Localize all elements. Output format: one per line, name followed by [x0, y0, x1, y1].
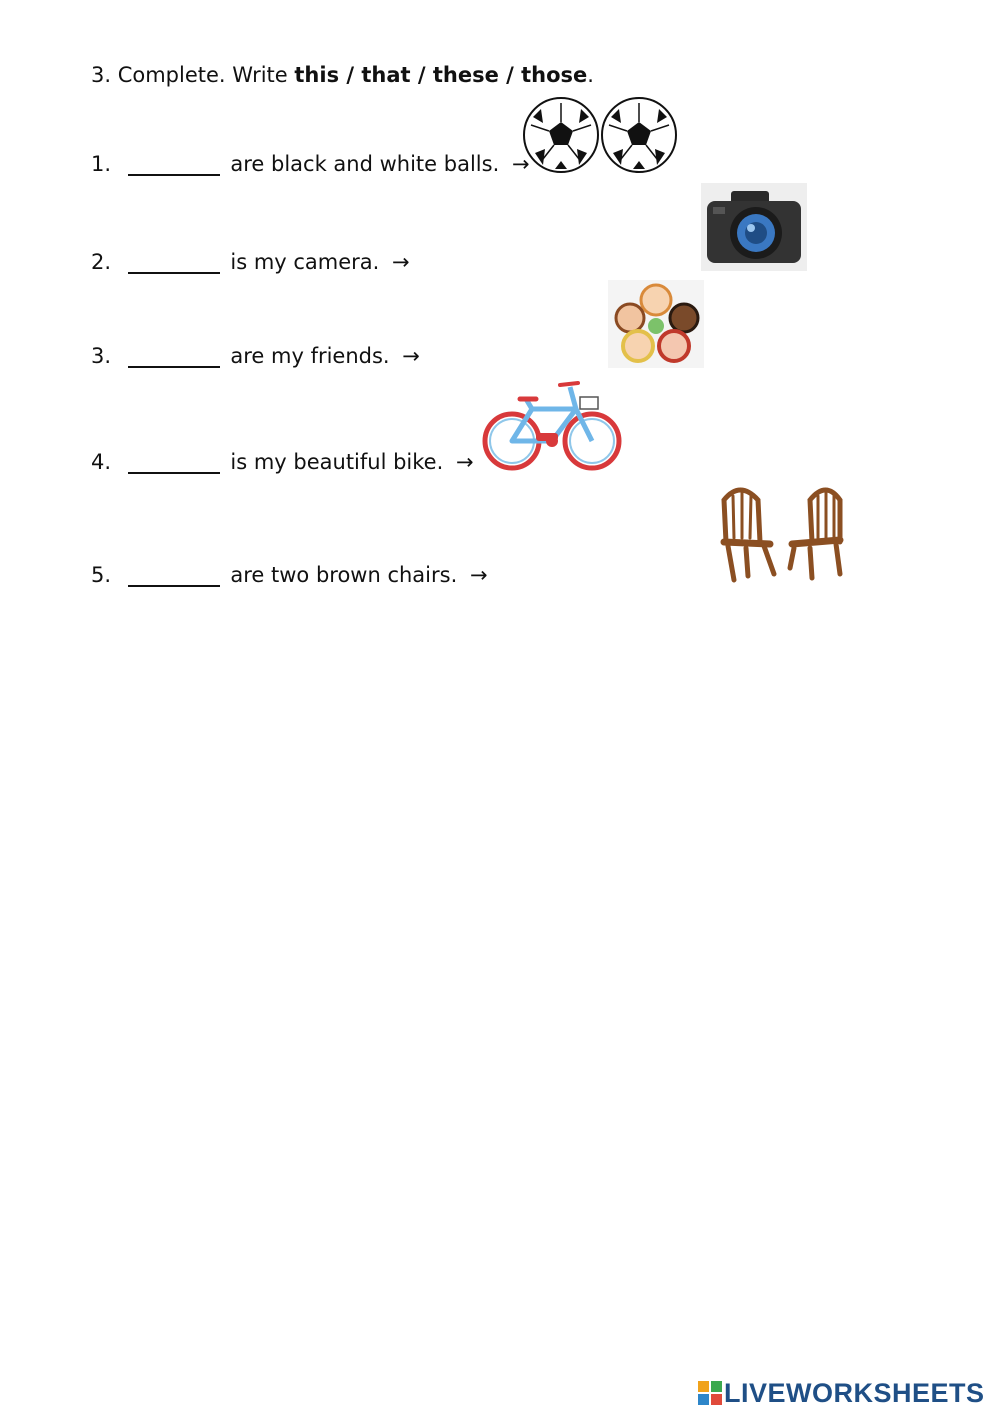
arrow-icon: →	[469, 563, 488, 587]
heading-suffix: .	[587, 63, 594, 87]
arrow-icon: →	[455, 450, 474, 474]
question-4	[91, 450, 474, 474]
soccer-balls-image	[521, 95, 681, 175]
question-text: is my beautiful bike.	[230, 450, 444, 474]
question-5	[91, 563, 488, 587]
question-text: are two brown chairs.	[230, 563, 458, 587]
question-3	[91, 344, 420, 368]
answer-blank-5[interactable]	[128, 565, 220, 587]
question-2	[91, 250, 410, 274]
question-number: 5.	[91, 563, 112, 587]
answer-blank-2[interactable]	[128, 252, 220, 274]
chairs-image	[718, 480, 848, 586]
question-text: are my friends.	[230, 344, 390, 368]
question-text: is my camera.	[230, 250, 380, 274]
answer-blank-3[interactable]	[128, 346, 220, 368]
heading-prefix: 3. Complete. Write	[91, 63, 295, 87]
liveworksheets-logo	[698, 1376, 985, 1410]
question-1	[91, 152, 530, 176]
answer-blank-4[interactable]	[128, 452, 220, 474]
question-number: 3.	[91, 344, 112, 368]
question-number: 1.	[91, 152, 112, 176]
exercise-heading	[91, 63, 594, 87]
brand-name: LIVEWORKSHEETS	[724, 1377, 985, 1408]
arrow-icon: →	[402, 344, 420, 368]
heading-options: this / that / these / those	[294, 63, 588, 87]
camera-image	[701, 183, 807, 271]
answer-blank-1[interactable]	[128, 154, 220, 176]
friends-image	[608, 280, 704, 368]
chair-icon	[724, 490, 774, 580]
question-number: 2.	[91, 250, 112, 274]
arrow-icon: →	[392, 250, 410, 274]
arrow-icon: →	[511, 152, 530, 176]
bike-image	[480, 375, 624, 475]
soccer-ball-icon	[524, 98, 598, 172]
chair-icon	[790, 490, 840, 578]
liveworksheets-logo-icon	[698, 1381, 722, 1405]
question-text: are black and white balls.	[230, 152, 500, 176]
question-number: 4.	[91, 450, 112, 474]
soccer-ball-icon	[602, 98, 676, 172]
